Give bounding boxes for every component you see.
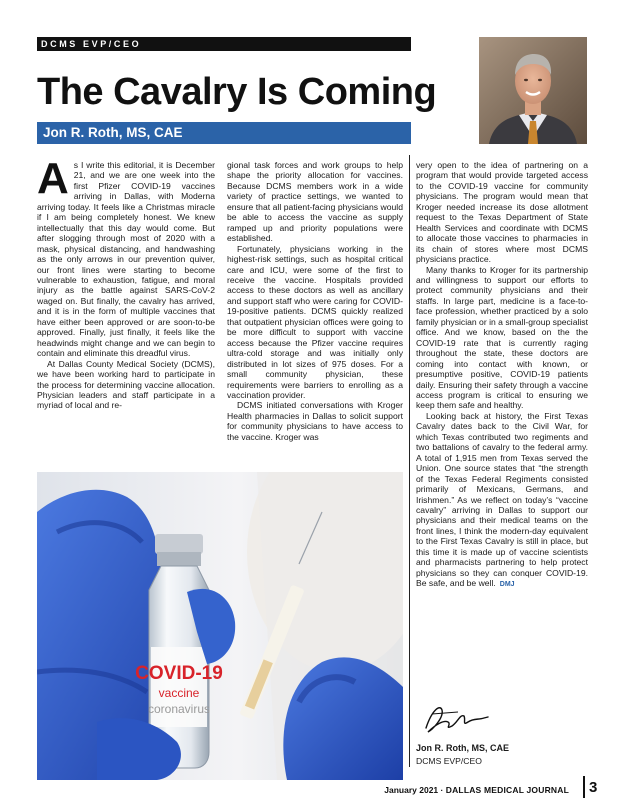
vial-label-coronavirus: coronavirus	[147, 702, 211, 716]
paragraph: DCMS initiated conversations with Kroger Health pharmacies in Dallas to solicit support for community physicians to have access to the vaccine. Kroger was	[227, 400, 403, 442]
signature-icon	[418, 700, 498, 736]
article-column-3	[416, 160, 588, 591]
page-footer	[384, 785, 569, 795]
footer-divider	[583, 776, 585, 798]
paragraph: At Dallas County Medical Society (DCMS), we have been working hard to participate in the process for determining vaccine allocation. Physician leaders and staff participate in a myriad of local and re-	[37, 358, 215, 411]
author-portrait	[479, 37, 587, 144]
article-title: The Cavalry Is Coming	[37, 71, 437, 113]
footer-journal: DALLAS MEDICAL JOURNAL	[445, 785, 569, 795]
article-column-2	[227, 160, 403, 442]
byline-bar	[37, 122, 411, 144]
vial-label-covid: COVID-19	[135, 663, 223, 684]
paragraph: Fortunately, physicians working in the highest-risk settings, such as hospital critical care and ICU, were some of the first to receive the vaccine. Hospitals provided access to these doctors as well as ancillary and support staff who were caring for COVID-19-positive patients. DCMS quickly realized that outpatient physician offices were going to be more difficult to support with vaccine access because the Pfizer vaccine requires ultra-cold storage and was initially only distributed in lot sizes of 975 doses. For a small community physician, these requirements were barriers to enrolling as a vaccination provider.	[227, 243, 403, 400]
page-number: 3	[589, 779, 598, 796]
section-label-bar	[37, 37, 411, 51]
vial-label-vaccine: vaccine	[158, 686, 200, 700]
vaccine-photo	[37, 472, 403, 780]
paragraph: As I write this editorial, it is December 21, and we are one week into the first Pfizer COVID-19 vaccines arriving in Dallas, with Moderna arriving today. It feels like a Christmas miracle if I am being completely honest. We knew intellectually that this day would come. But after slogging through most of 2020 with a mask, physical distancing, and handwashing as the only arrows in our prevention quiver, our front lines were starting to become vulnerable to exhaustion, fatigue, and moral injury as the battle against SARS-CoV-2 waged on. But finally, the cavalry has arrived, and it is in the form of multiple vaccines that have either been approved or are soon-to-be approved. Finally, just finally, it feels like the headwinds might change and we can begin to contain and eliminate this dreadful virus.	[37, 154, 215, 359]
column-divider	[409, 155, 410, 767]
paragraph: Looking back at history, the First Texas Cavalry dates back to the Civil War, for which Texas contributed two regiments and two battalions of cavalry to the federal army. A total of 1,915 men from Texas served the Union. One source states that “the strength of the Texas Federal Regiments consisted primarily of Mexicans, Germans, and Irishmen.” As we reflect on today’s “vaccine cavalry” arriving in Dallas to support our physicians and their medical teams on the front lines, I think the modern-day equivalent to the First Texas Cavalry is still in place, but this time it is made up of vaccine scientists and pharmacists partnering to help protect physicians so they can conquer COVID-19. Be safe, and be well. DMJ	[416, 410, 588, 589]
footer-date: January 2021	[384, 785, 439, 795]
article-column-1	[37, 154, 215, 411]
signature-title: DCMS EVP/CEO	[416, 756, 482, 766]
dropcap: A	[37, 154, 69, 203]
signature-name: Jon R. Roth, MS, CAE	[416, 743, 509, 753]
paragraph: gional task forces and work groups to help shape the priority allocation for vaccines. Because DCMS members work in a wide variety of practice settings, we wanted to ensure that all patient-facing physicians would be able to access the vaccine as supply ramped up and priority populations were established.	[227, 160, 403, 244]
paragraph: very open to the idea of partnering on a program that would provide targeted access to the COVID-19 vaccine for community physicians. The program would mean that Kroger needed increase its dose allotment request to the Texas Department of State Health Services and coordinate with DCMS to allocate those vaccines to pharmacies in its chain of stores where most DCMS physicians practice.	[416, 160, 588, 265]
paragraph: Many thanks to Kroger for its partnership and willingness to support our efforts to protect community physicians and their staffs. In large part, medicine is a face-to-face profession, whether practiced by a solo family physician or in a small-group specialist office. And we know, based on the the COVID-19 rate that is currently raging throughout the state, these doctors are coming into contact with known, or presumptive positive, COVID-19 patients daily. Ensuring their safety through a vaccine access program is critical to ensuring we keep them safe and healthy.	[416, 264, 588, 411]
footer-separator: ·	[440, 785, 444, 795]
end-mark: DMJ	[499, 581, 515, 589]
section-label: DCMS EVP/CEO	[41, 39, 142, 49]
byline: Jon R. Roth, MS, CAE	[43, 125, 183, 140]
